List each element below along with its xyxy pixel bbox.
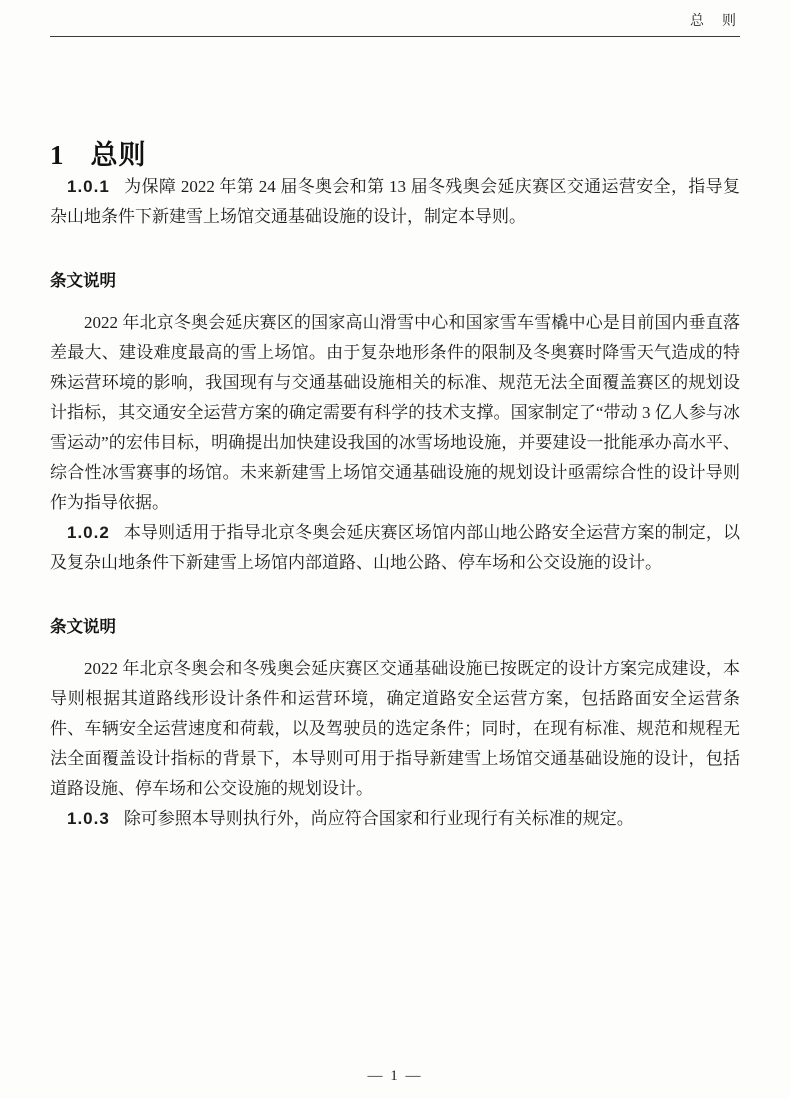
clause-1-0-3 — [50, 804, 740, 834]
clause-number: 1.0.1 — [67, 177, 110, 196]
clause-1-0-2 — [50, 518, 740, 578]
page-number: — 1 — — [367, 1068, 423, 1084]
chapter-number: 1 — [50, 140, 65, 170]
chapter-title — [50, 133, 740, 172]
explanation-paragraph-1-0-2: 2022 年北京冬奥会和冬残奥会延庆赛区交通基础设施已按既定的设计方案完成建设，本导则根据其道路线形设计条件和运营环境，确定道路安全运营方案，包括路面安全运营条件、车辆安全运营速度和荷载，以及驾驶员的选定条件；同时，在现有标准、规范和规程无法全面覆盖设计指标的背景下，本导则可用于指导新建雪上场馆交通基础设施的设计，包括道路设施、停车场和公交设施的规划设计。 — [50, 659, 740, 798]
clause-text: 为保障 2022 年第 24 届冬奥会和第 13 届冬残奥会延庆赛区交通运营安全，指导复杂山地条件下新建雪上场馆交通基础设施的设计，制定本导则。 — [50, 177, 740, 226]
clause-text: 本导则适用于指导北京冬奥会延庆赛区场馆内部山地公路安全运营方案的制定，以及复杂山地条件下新建雪上场馆内部道路、山地公路、停车场和公交设施的设计。 — [50, 523, 740, 572]
document-body — [50, 172, 740, 834]
running-head: 总 则 — [690, 14, 738, 29]
clause-number: 1.0.3 — [67, 809, 110, 828]
clause-1-0-1 — [50, 172, 740, 232]
clause-number: 1.0.2 — [67, 523, 110, 542]
explanation-heading: 条文说明 — [50, 272, 116, 290]
explanation-paragraph-1-0-1: 2022 年北京冬奥会延庆赛区的国家高山滑雪中心和国家雪车雪橇中心是目前国内垂直落差最大、建设难度最高的雪上场馆。由于复杂地形条件的限制及冬奥赛时降雪天气造成的特殊运营环境的影响，我国现有与交通基础设施相关的标准、规范无法全面覆盖赛区的规划设计指标，其交通安全运营方案的确定需要有科学的技术支撑。国家制定了“带动 3 亿人参与冰雪运动”的宏伟目标，明确提出加快建设我国的冰雪场地设施，并要建设一批能承办高水平、综合性冰雪赛事的场馆。未来新建雪上场馆交通基础设施的规划设计亟需综合性的设计导则作为指导依据。 — [50, 313, 740, 512]
explanation-heading: 条文说明 — [50, 618, 116, 636]
chapter-name: 总则 — [90, 140, 147, 170]
header-divider — [50, 36, 740, 37]
clause-text: 除可参照本导则执行外，尚应符合国家和行业现行有关标准的规定。 — [123, 809, 634, 828]
